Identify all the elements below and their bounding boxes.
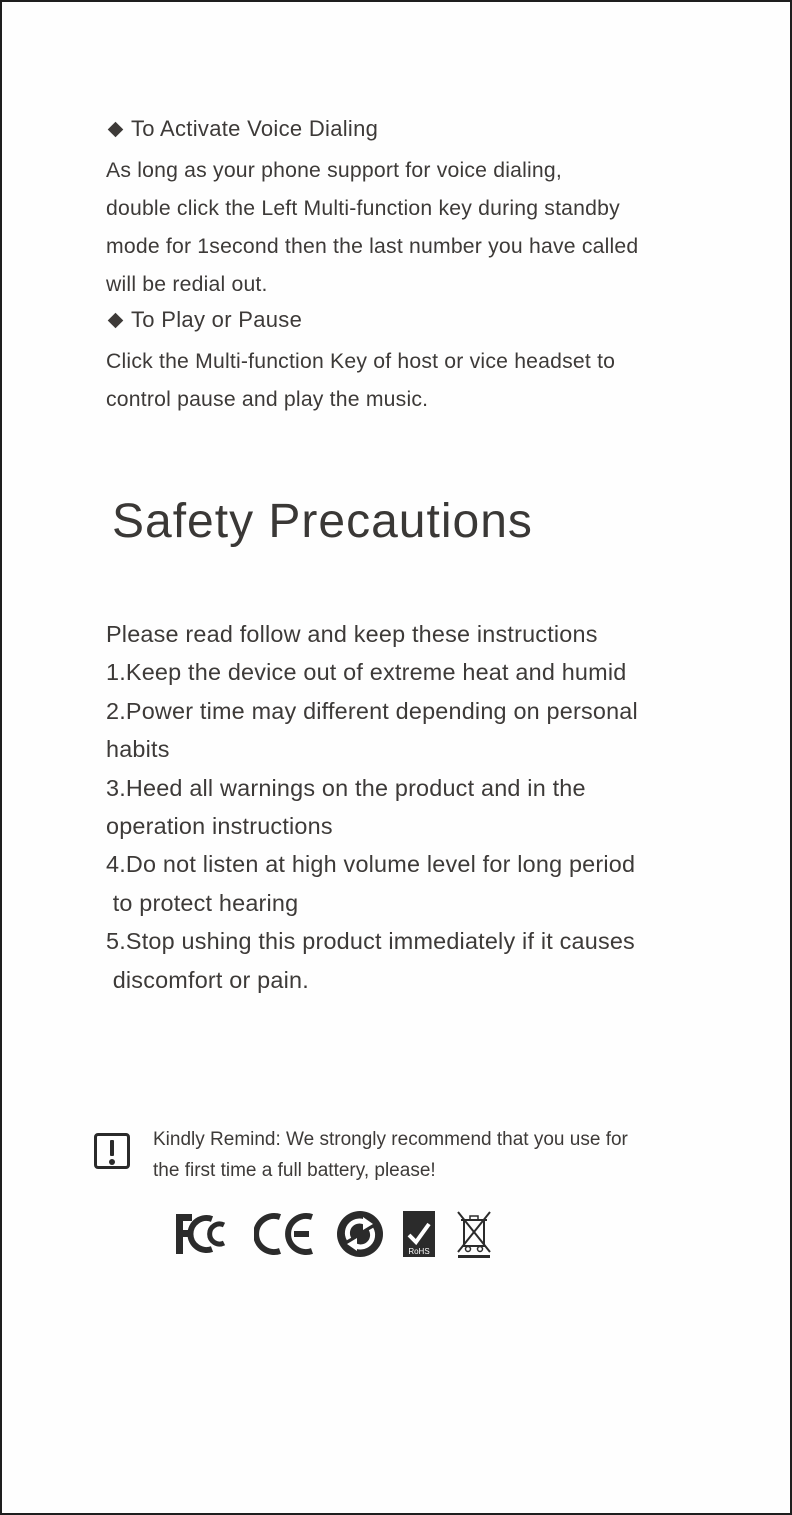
safety-line: 3.Heed all warnings on the product and in the <box>106 774 586 801</box>
voice-dialing-line: will be redial out. <box>106 273 268 296</box>
exclamation-box-icon <box>94 1133 130 1169</box>
remind-line: Kindly Remind: We strongly recommend that you use for <box>153 1129 628 1150</box>
play-pause-heading <box>107 307 302 333</box>
safety-line: 2.Power time may different depending on personal <box>106 697 638 724</box>
safety-line: 4.Do not listen at high volume level for long period <box>106 851 636 878</box>
play-pause-heading-text: To Play or Pause <box>131 307 303 332</box>
remind-text <box>153 1124 713 1186</box>
safety-line: discomfort or pain. <box>106 966 309 993</box>
voice-dialing-line: double click the Left Multi-function key during standby <box>106 197 620 220</box>
voice-dialing-heading <box>107 116 378 142</box>
fcc-logo-icon <box>174 1212 236 1256</box>
play-pause-line: Click the Multi-function Key of host or vice headset to <box>106 350 616 373</box>
play-pause-line: control pause and play the music. <box>106 388 429 411</box>
weee-bin-icon <box>454 1208 494 1260</box>
remind-line: the first time a full battery, please! <box>153 1160 436 1181</box>
voice-dialing-line: As long as your phone support for voice dialing, <box>106 159 562 182</box>
voice-dialing-line: mode for 1second then the last number you have called <box>106 235 639 258</box>
play-pause-body <box>106 343 726 419</box>
voice-dialing-heading-text: To Activate Voice Dialing <box>131 116 379 141</box>
rohs-mark-icon <box>402 1210 436 1258</box>
safety-line: 5.Stop ushing this product immediately if it causes <box>106 928 635 955</box>
ce-mark-icon <box>254 1212 318 1256</box>
voice-dialing-body <box>106 152 726 304</box>
safety-line: Please read follow and keep these instructions <box>106 621 598 647</box>
certification-marks <box>174 1208 494 1260</box>
safety-title: Safety Precautions <box>112 495 533 548</box>
safety-line: to protect hearing <box>106 889 299 916</box>
rohs-label: RoHS <box>408 1247 430 1256</box>
recycling-icon <box>336 1210 384 1258</box>
safety-list <box>106 615 726 999</box>
diamond-bullet-icon <box>108 312 124 328</box>
safety-line: habits <box>106 736 170 763</box>
safety-line: 1.Keep the device out of extreme heat and humid <box>106 659 627 686</box>
diamond-bullet-icon <box>108 121 124 137</box>
safety-line: operation instructions <box>106 813 333 840</box>
